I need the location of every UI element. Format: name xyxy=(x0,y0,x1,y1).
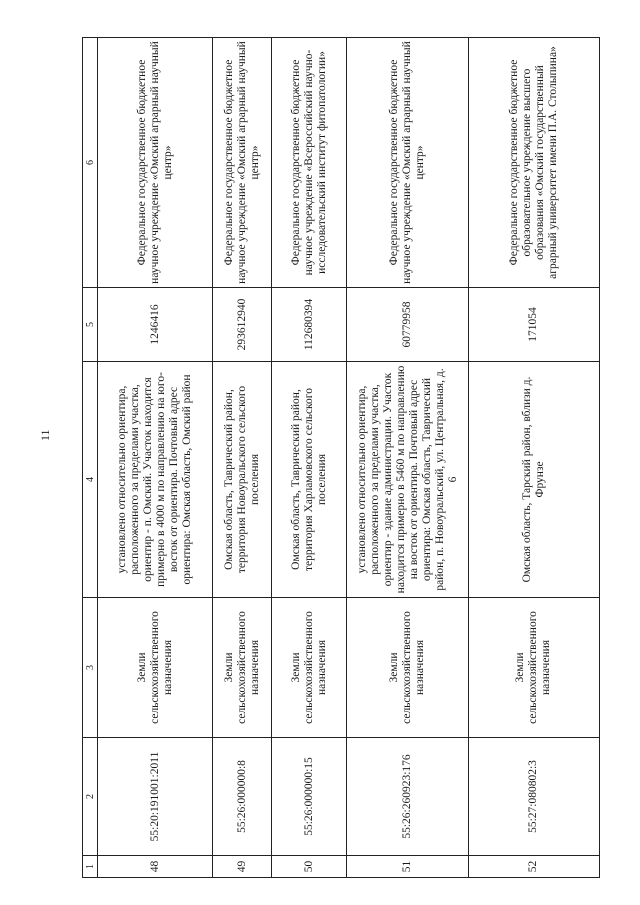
row-number: 48 xyxy=(98,856,213,878)
plot-area: 171054 xyxy=(468,288,599,362)
plot-area: 1246416 xyxy=(98,288,213,362)
land-plots-table xyxy=(82,37,600,878)
land-category: Земли сельскохозяйственного назначения xyxy=(272,598,347,738)
row-number: 49 xyxy=(213,856,272,878)
plot-location: Омская область, Таврический район, территория Новоуральского сельского поселения xyxy=(213,362,272,598)
cadastral-number: 55:26:260923:176 xyxy=(347,738,468,856)
land-category: Земли сельскохозяйственного назначения xyxy=(468,598,599,738)
header-col-4: 4 xyxy=(83,362,98,598)
row-number: 51 xyxy=(347,856,468,878)
cadastral-number: 55:26:000000:8 xyxy=(213,738,272,856)
table-row xyxy=(272,38,347,878)
table-row xyxy=(468,38,599,878)
plot-location: Омская область, Тарский район, вблизи д. Фрунзе xyxy=(468,362,599,598)
right-holder: Федеральное государственное бюджетное научное учреждение «Омский аграрный научный центр» xyxy=(347,38,468,288)
right-holder: Федеральное государственное бюджетное образовательное учреждение высшего образования «Омский государственный аграрный университет имени П.А. Столыпина» xyxy=(468,38,599,288)
right-holder: Федеральное государственное бюджетное научное учреждение «Всероссийский научно-исследовательский институт фитопатологии» xyxy=(272,38,347,288)
land-plots-table-area xyxy=(82,38,600,878)
cadastral-number: 55:26:000000:15 xyxy=(272,738,347,856)
header-col-3: 3 xyxy=(83,598,98,738)
plot-location: установлено относительно ориентира, расположенного за пределами участка, ориентир - п. Омский. Участок находится примерно в 4000 м по направлению на юго-восток от ориентира. Почтовый адрес ориентира: Омская область, Омский район xyxy=(98,362,213,598)
right-holder: Федеральное государственное бюджетное научное учреждение «Омский аграрный научный центр» xyxy=(98,38,213,288)
rotated-table-container xyxy=(82,38,600,878)
land-category: Земли сельскохозяйственного назначения xyxy=(347,598,468,738)
header-col-6: 6 xyxy=(83,38,98,288)
header-col-5: 5 xyxy=(83,288,98,362)
cadastral-number: 55:27:080802:3 xyxy=(468,738,599,856)
page-number: 11 xyxy=(38,429,52,441)
right-holder: Федеральное государственное бюджетное научное учреждение «Омский аграрный научный центр» xyxy=(213,38,272,288)
land-category: Земли сельскохозяйственного назначения xyxy=(213,598,272,738)
row-number: 50 xyxy=(272,856,347,878)
table-row xyxy=(213,38,272,878)
header-col-2: 2 xyxy=(83,738,98,856)
plot-location: установлено относительно ориентира, расположенного за пределами участка, ориентир - здание администрации. Участок находится примерно в 5460 м по направлению на восток от ориентира. Почтовый адрес ориентира: Омская область, Таврический район, п. Новоуральский, ул. Центральная, д. 6 xyxy=(347,362,468,598)
table-row xyxy=(347,38,468,878)
table-header-row xyxy=(83,38,98,878)
plot-area: 293612940 xyxy=(213,288,272,362)
plot-area: 60779958 xyxy=(347,288,468,362)
plot-area: 112680394 xyxy=(272,288,347,362)
plot-location: Омская область, Таврический район, территория Харламовского сельского поселения xyxy=(272,362,347,598)
table-row xyxy=(98,38,213,878)
cadastral-number: 55:20:191001:2011 xyxy=(98,738,213,856)
row-number: 52 xyxy=(468,856,599,878)
land-category: Земли сельскохозяйственного назначения xyxy=(98,598,213,738)
header-col-1: 1 xyxy=(83,856,98,878)
